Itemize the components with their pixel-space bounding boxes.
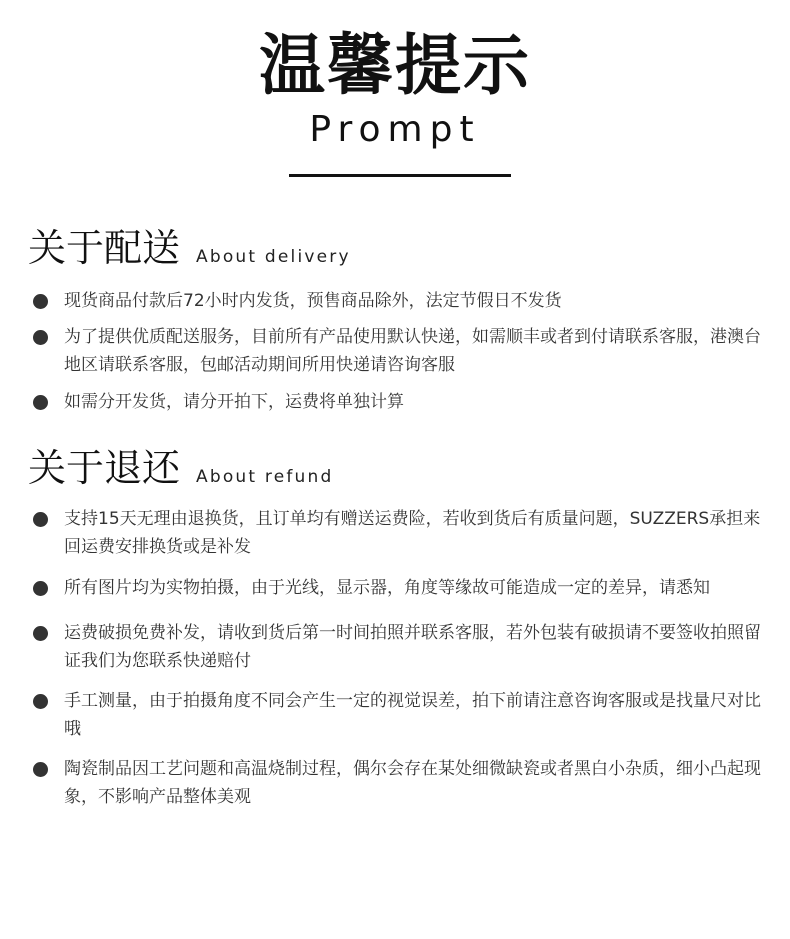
- page-title: 温馨提示: [259, 27, 531, 104]
- page-subtitle: Prompt: [309, 109, 481, 150]
- refund-subtitle: About refund: [196, 467, 334, 487]
- list-item: [28, 287, 768, 315]
- list-item: [28, 388, 768, 416]
- list-item: [28, 755, 768, 811]
- bullet-icon: [33, 626, 48, 641]
- bullet-icon: [33, 762, 48, 777]
- bullet-icon: [33, 294, 48, 309]
- refund-heading: [28, 442, 768, 490]
- delivery-list: [28, 287, 768, 416]
- title-divider: [289, 174, 511, 177]
- refund-title: 关于退还: [28, 446, 181, 490]
- list-item: [28, 323, 768, 379]
- bullet-icon: [33, 512, 48, 527]
- delivery-title: 关于配送: [28, 226, 181, 270]
- list-item-text: 运费破损免费补发，请收到货后第一时间拍照并联系客服，若外包装有破损请不要签收拍照留证我们为您联系快递赔付: [64, 623, 761, 671]
- bullet-icon: [33, 694, 48, 709]
- delivery-section: [28, 222, 768, 416]
- bullet-icon: [33, 581, 48, 596]
- page-header: [0, 28, 790, 150]
- list-item: [28, 574, 768, 602]
- list-item: [28, 619, 768, 675]
- bullet-icon: [33, 395, 48, 410]
- list-item-text: 如需分开发货，请分开拍下，运费将单独计算: [64, 392, 404, 412]
- list-item: [28, 505, 768, 561]
- list-item-text: 为了提供优质配送服务，目前所有产品使用默认快递，如需顺丰或者到付请联系客服，港澳台地区请联系客服，包邮活动期间所用快递请咨询客服: [64, 327, 761, 375]
- list-item: [28, 687, 768, 743]
- list-item-text: 陶瓷制品因工艺问题和高温烧制过程，偶尔会存在某处细微缺瓷或者黑白小杂质，细小凸起现象，不影响产品整体美观: [64, 759, 761, 807]
- refund-list: [28, 505, 768, 811]
- list-item-text: 支持15天无理由退换货，且订单均有赠送运费险，若收到货后有质量问题，SUZZERS承担来回运费安排换货或是补发: [64, 509, 761, 557]
- list-item-text: 现货商品付款后72小时内发货，预售商品除外，法定节假日不发货: [64, 291, 562, 311]
- delivery-heading: [28, 222, 768, 270]
- delivery-subtitle: About delivery: [196, 247, 351, 267]
- list-item-text: 所有图片均为实物拍摄，由于光线，显示器，角度等缘故可能造成一定的差异，请悉知: [64, 578, 710, 598]
- bullet-icon: [33, 330, 48, 345]
- list-item-text: 手工测量，由于拍摄角度不同会产生一定的视觉误差，拍下前请注意咨询客服或是找量尺对比哦: [64, 691, 761, 739]
- refund-section: [28, 442, 768, 811]
